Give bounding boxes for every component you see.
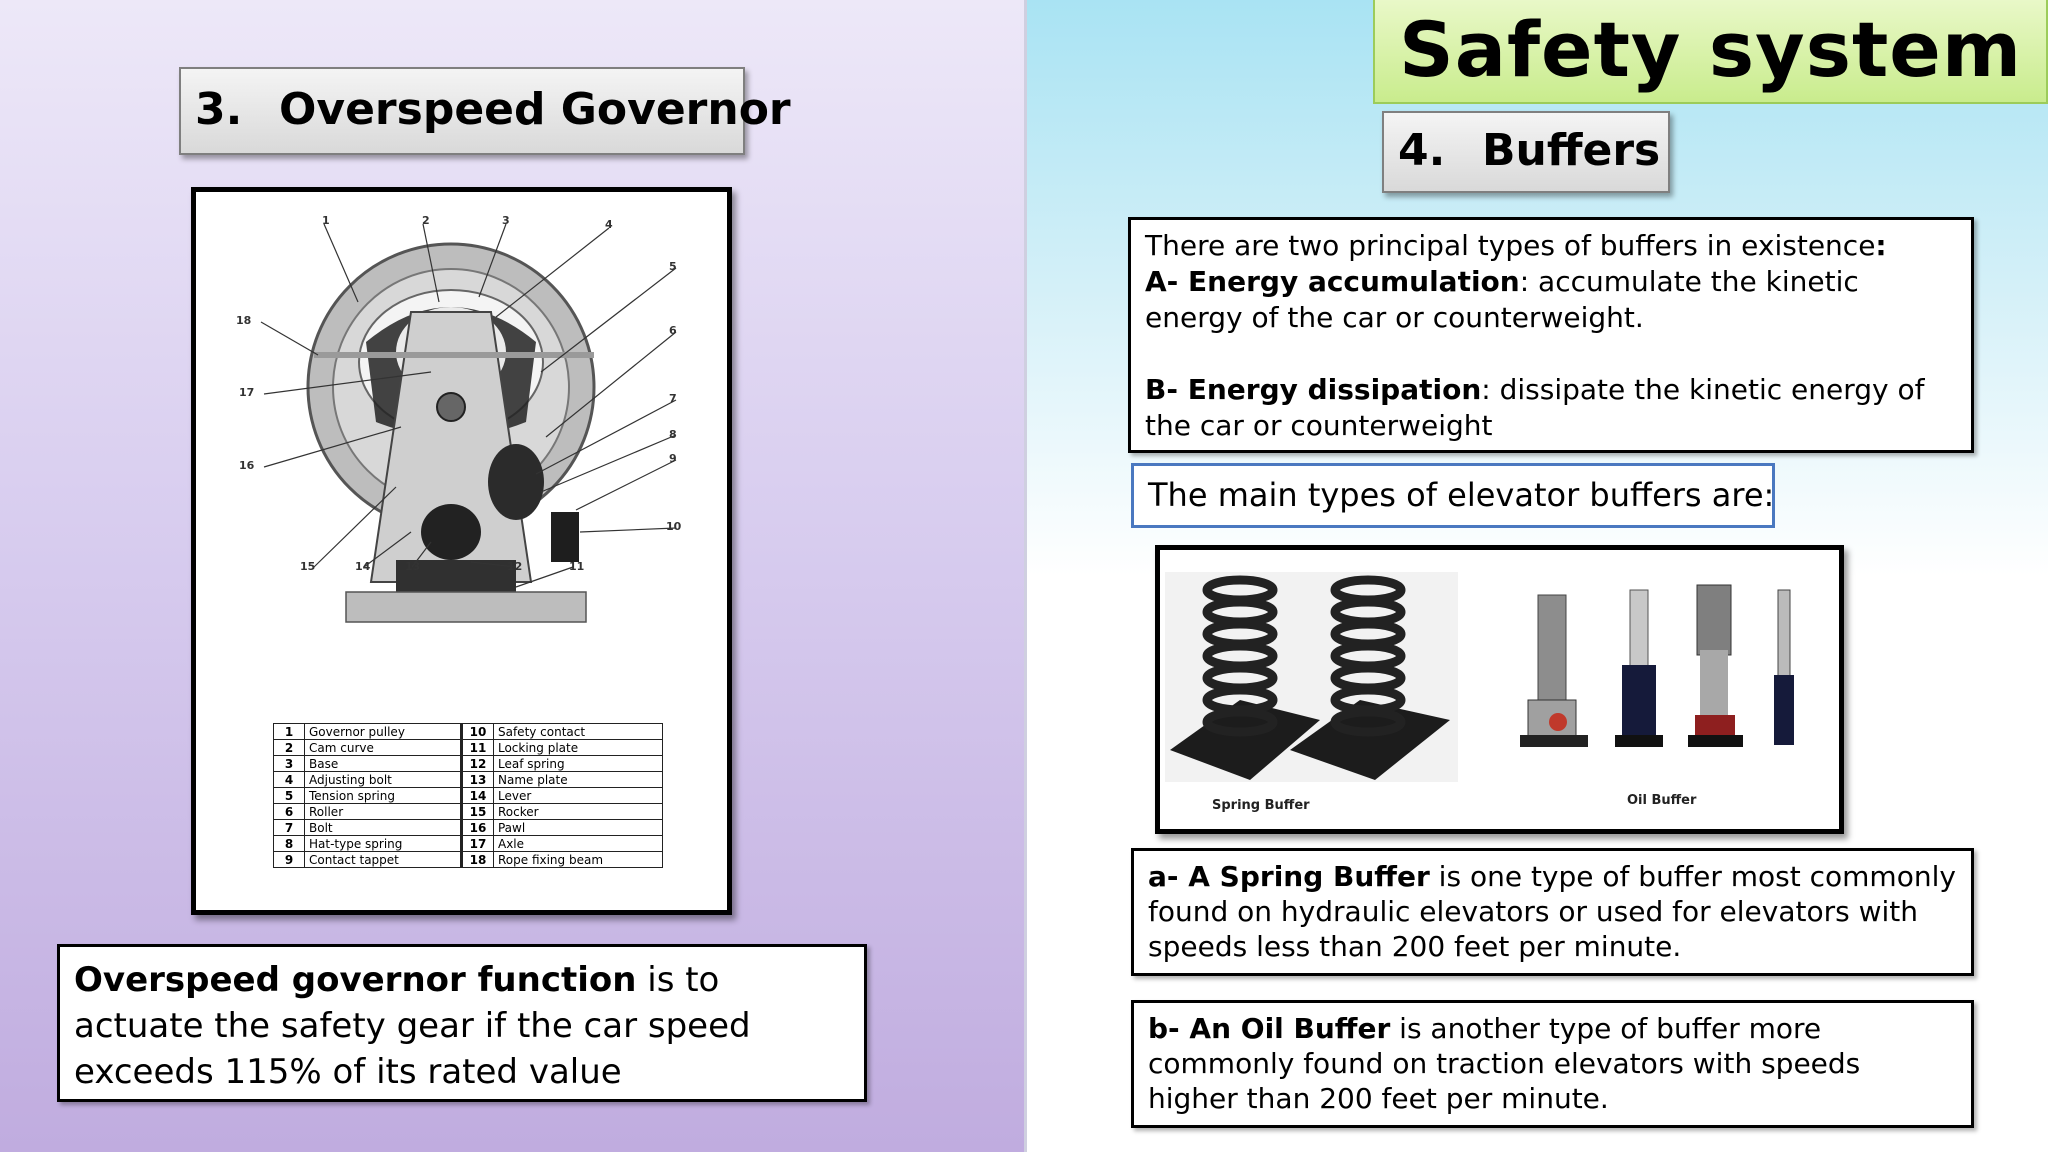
part-name: Contact tappet <box>305 852 462 868</box>
part-name: Cam curve <box>305 740 462 756</box>
spring-buffer-bold: a- A Spring Buffer <box>1148 860 1430 893</box>
part-number: 11 <box>461 740 493 756</box>
diagram-label: 4 <box>605 218 613 231</box>
part-number: 5 <box>274 788 305 804</box>
diagram-label: 15 <box>300 560 316 573</box>
diagram-label: 18 <box>236 314 252 327</box>
part-name: Roller <box>305 804 462 820</box>
buffers-heading <box>1382 111 1670 193</box>
part-name: Leaf spring <box>493 756 662 772</box>
oil-buffer-bold: b- An Oil Buffer <box>1148 1012 1391 1045</box>
oil-buffer-caption: Oil Buffer <box>1627 793 1697 808</box>
part-number: 17 <box>461 836 493 852</box>
buffers-intro-line <box>1145 228 1957 264</box>
table-row <box>274 788 663 804</box>
diagram-label: 11 <box>569 560 585 573</box>
diagram-label: 8 <box>669 428 677 441</box>
part-name: Adjusting bolt <box>305 772 462 788</box>
energy-accumulation-bold: A- Energy accumulation <box>1145 265 1520 298</box>
energy-dissipation-bold: B- Energy dissipation <box>1145 373 1482 406</box>
diagram-label: 17 <box>239 386 255 399</box>
energy-accumulation-rest: : accumulate the kinetic energy of the car or counterweight. <box>1145 265 1859 334</box>
governor-function-rest: is to actuate the safety gear if the car speed exceeds 115% of its rated value <box>74 960 751 1092</box>
part-number: 18 <box>461 852 493 868</box>
slide-title-text: Safety system <box>1398 5 2023 94</box>
oil-buffer-rest: is another type of buffer more commonly found on traction elevators with speeds higher than 200 feet per minute. <box>1148 1012 1861 1115</box>
part-number: 6 <box>274 804 305 820</box>
buffers-illustration <box>1160 550 1839 829</box>
part-number: 8 <box>274 836 305 852</box>
diagram-label: 10 <box>666 520 682 533</box>
table-row <box>274 772 663 788</box>
oil-buffer-text <box>1131 1000 1974 1128</box>
diagram-label: 5 <box>669 260 677 273</box>
paragraph-gap <box>1145 336 1957 372</box>
energy-dissipation-line <box>1145 372 1957 444</box>
overspeed-governor-heading <box>179 67 791 155</box>
buffers-intro-text: There are two principal types of buffers in existence <box>1145 229 1876 262</box>
buffers-photo <box>1155 545 1844 834</box>
governor-diagram <box>191 187 732 915</box>
buffers-heading-number: 4. <box>1398 125 1446 176</box>
part-number: 16 <box>461 820 493 836</box>
part-name: Rope fixing beam <box>493 852 662 868</box>
spring-buffer-caption: Spring Buffer <box>1212 798 1310 813</box>
table-row <box>274 740 663 756</box>
part-number: 4 <box>274 772 305 788</box>
part-name: Axle <box>493 836 662 852</box>
part-number: 9 <box>274 852 305 868</box>
diagram-label: 9 <box>669 452 677 465</box>
diagram-label: 13 <box>405 560 421 573</box>
buffers-intro-box <box>1128 217 1974 453</box>
energy-dissipation-rest: : dissipate the kinetic energy of the car or counterweight <box>1145 373 1925 442</box>
part-number: 1 <box>274 724 305 740</box>
buffers-intro-colon: : <box>1875 229 1887 262</box>
spring-buffer-rest: is one type of buffer most commonly found on hydraulic elevators or used for elevators with speeds less than 200 feet per minute. <box>1148 860 1956 963</box>
energy-accumulation-line <box>1145 264 1957 336</box>
diagram-label: 1 <box>322 214 330 227</box>
table-row <box>274 756 663 772</box>
part-name: Hat-type spring <box>305 836 462 852</box>
part-name: Locking plate <box>493 740 662 756</box>
diagram-label: 12 <box>507 560 523 573</box>
part-name: Tension spring <box>305 788 462 804</box>
diagram-label: 14 <box>355 560 371 573</box>
part-number: 14 <box>461 788 493 804</box>
diagram-label: 3 <box>502 214 510 227</box>
governor-illustration <box>196 192 727 692</box>
part-name: Name plate <box>493 772 662 788</box>
table-row <box>274 852 663 868</box>
part-number: 3 <box>274 756 305 772</box>
part-name: Bolt <box>305 820 462 836</box>
part-number: 10 <box>461 724 493 740</box>
part-name: Pawl <box>493 820 662 836</box>
part-number: 12 <box>461 756 493 772</box>
table-row <box>274 724 663 740</box>
governor-function-text <box>57 944 867 1102</box>
overspeed-heading-number: 3. <box>195 84 243 135</box>
part-name: Lever <box>493 788 662 804</box>
table-row <box>274 804 663 820</box>
diagram-label: 7 <box>669 392 677 405</box>
part-number: 15 <box>461 804 493 820</box>
diagram-label: 2 <box>422 214 430 227</box>
part-number: 2 <box>274 740 305 756</box>
part-name: Governor pulley <box>305 724 462 740</box>
main-types-box <box>1131 463 1775 528</box>
governor-function-bold: Overspeed governor function <box>74 960 637 1000</box>
main-types-text: The main types of elevator buffers are: <box>1148 476 1775 514</box>
slide-title <box>1373 0 2048 104</box>
buffers-heading-text: Buffers <box>1482 125 1661 176</box>
spring-buffer-text <box>1131 848 1974 976</box>
part-number: 13 <box>461 772 493 788</box>
table-row <box>274 820 663 836</box>
part-number: 7 <box>274 820 305 836</box>
part-name: Base <box>305 756 462 772</box>
part-name: Rocker <box>493 804 662 820</box>
governor-parts-table <box>273 723 663 868</box>
diagram-label: 6 <box>669 324 677 337</box>
overspeed-heading-text: Overspeed Governor <box>279 84 791 135</box>
part-name: Safety contact <box>493 724 662 740</box>
table-row <box>274 836 663 852</box>
diagram-label: 16 <box>239 459 255 472</box>
